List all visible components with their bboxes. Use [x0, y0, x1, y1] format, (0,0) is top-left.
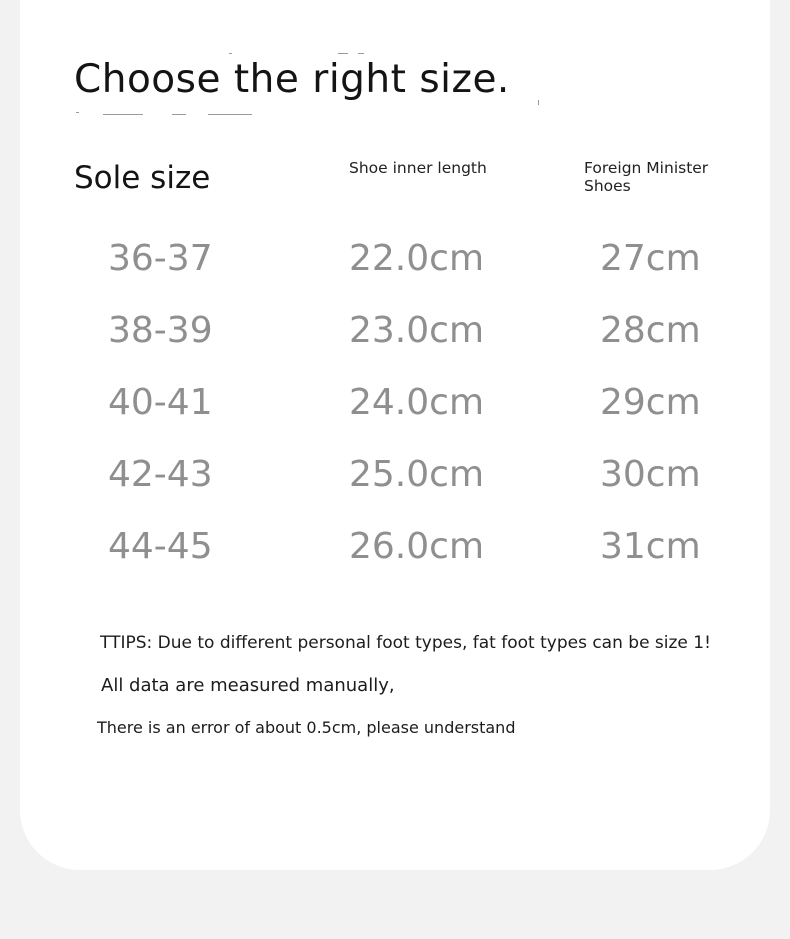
- inner-length-value: 23.0cm: [349, 310, 485, 351]
- sole-size-value: 42-43: [108, 454, 213, 495]
- inner-length-value: 22.0cm: [349, 238, 485, 279]
- decorative-speck: [338, 53, 348, 54]
- size-chart-card: [20, 0, 770, 870]
- inner-length-value: 24.0cm: [349, 382, 485, 423]
- foreign-minister-value: 30cm: [600, 454, 701, 495]
- decorative-speck: [208, 114, 252, 115]
- decorative-speck: [358, 53, 364, 54]
- tip-measured-manually: All data are measured manually,: [101, 675, 395, 696]
- sole-size-value: 44-45: [108, 526, 213, 567]
- inner-length-value: 26.0cm: [349, 526, 485, 567]
- decorative-speck: [103, 114, 143, 115]
- column-header-sole-size: Sole size: [74, 160, 211, 196]
- tip-measurement-error: There is an error of about 0.5cm, please understand: [97, 718, 516, 737]
- sole-size-value: 36-37: [108, 238, 213, 279]
- column-header-inner-length: Shoe inner length: [349, 159, 487, 177]
- foreign-minister-value: 31cm: [600, 526, 701, 567]
- page-title: Choose the right size.: [74, 57, 510, 102]
- decorative-speck: [76, 112, 79, 113]
- inner-length-value: 25.0cm: [349, 454, 485, 495]
- foreign-minister-value: 28cm: [600, 310, 701, 351]
- decorative-speck: [229, 53, 232, 54]
- sole-size-value: 40-41: [108, 382, 213, 423]
- foreign-minister-value: 29cm: [600, 382, 701, 423]
- foreign-minister-value: 27cm: [600, 238, 701, 279]
- decorative-speck: [172, 114, 186, 115]
- sole-size-value: 38-39: [108, 310, 213, 351]
- tip-foot-types: TTIPS: Due to different personal foot types, fat foot types can be size 1!: [100, 633, 711, 653]
- decorative-speck: [538, 100, 539, 105]
- column-header-foreign-minister: Foreign Minister Shoes: [584, 159, 709, 195]
